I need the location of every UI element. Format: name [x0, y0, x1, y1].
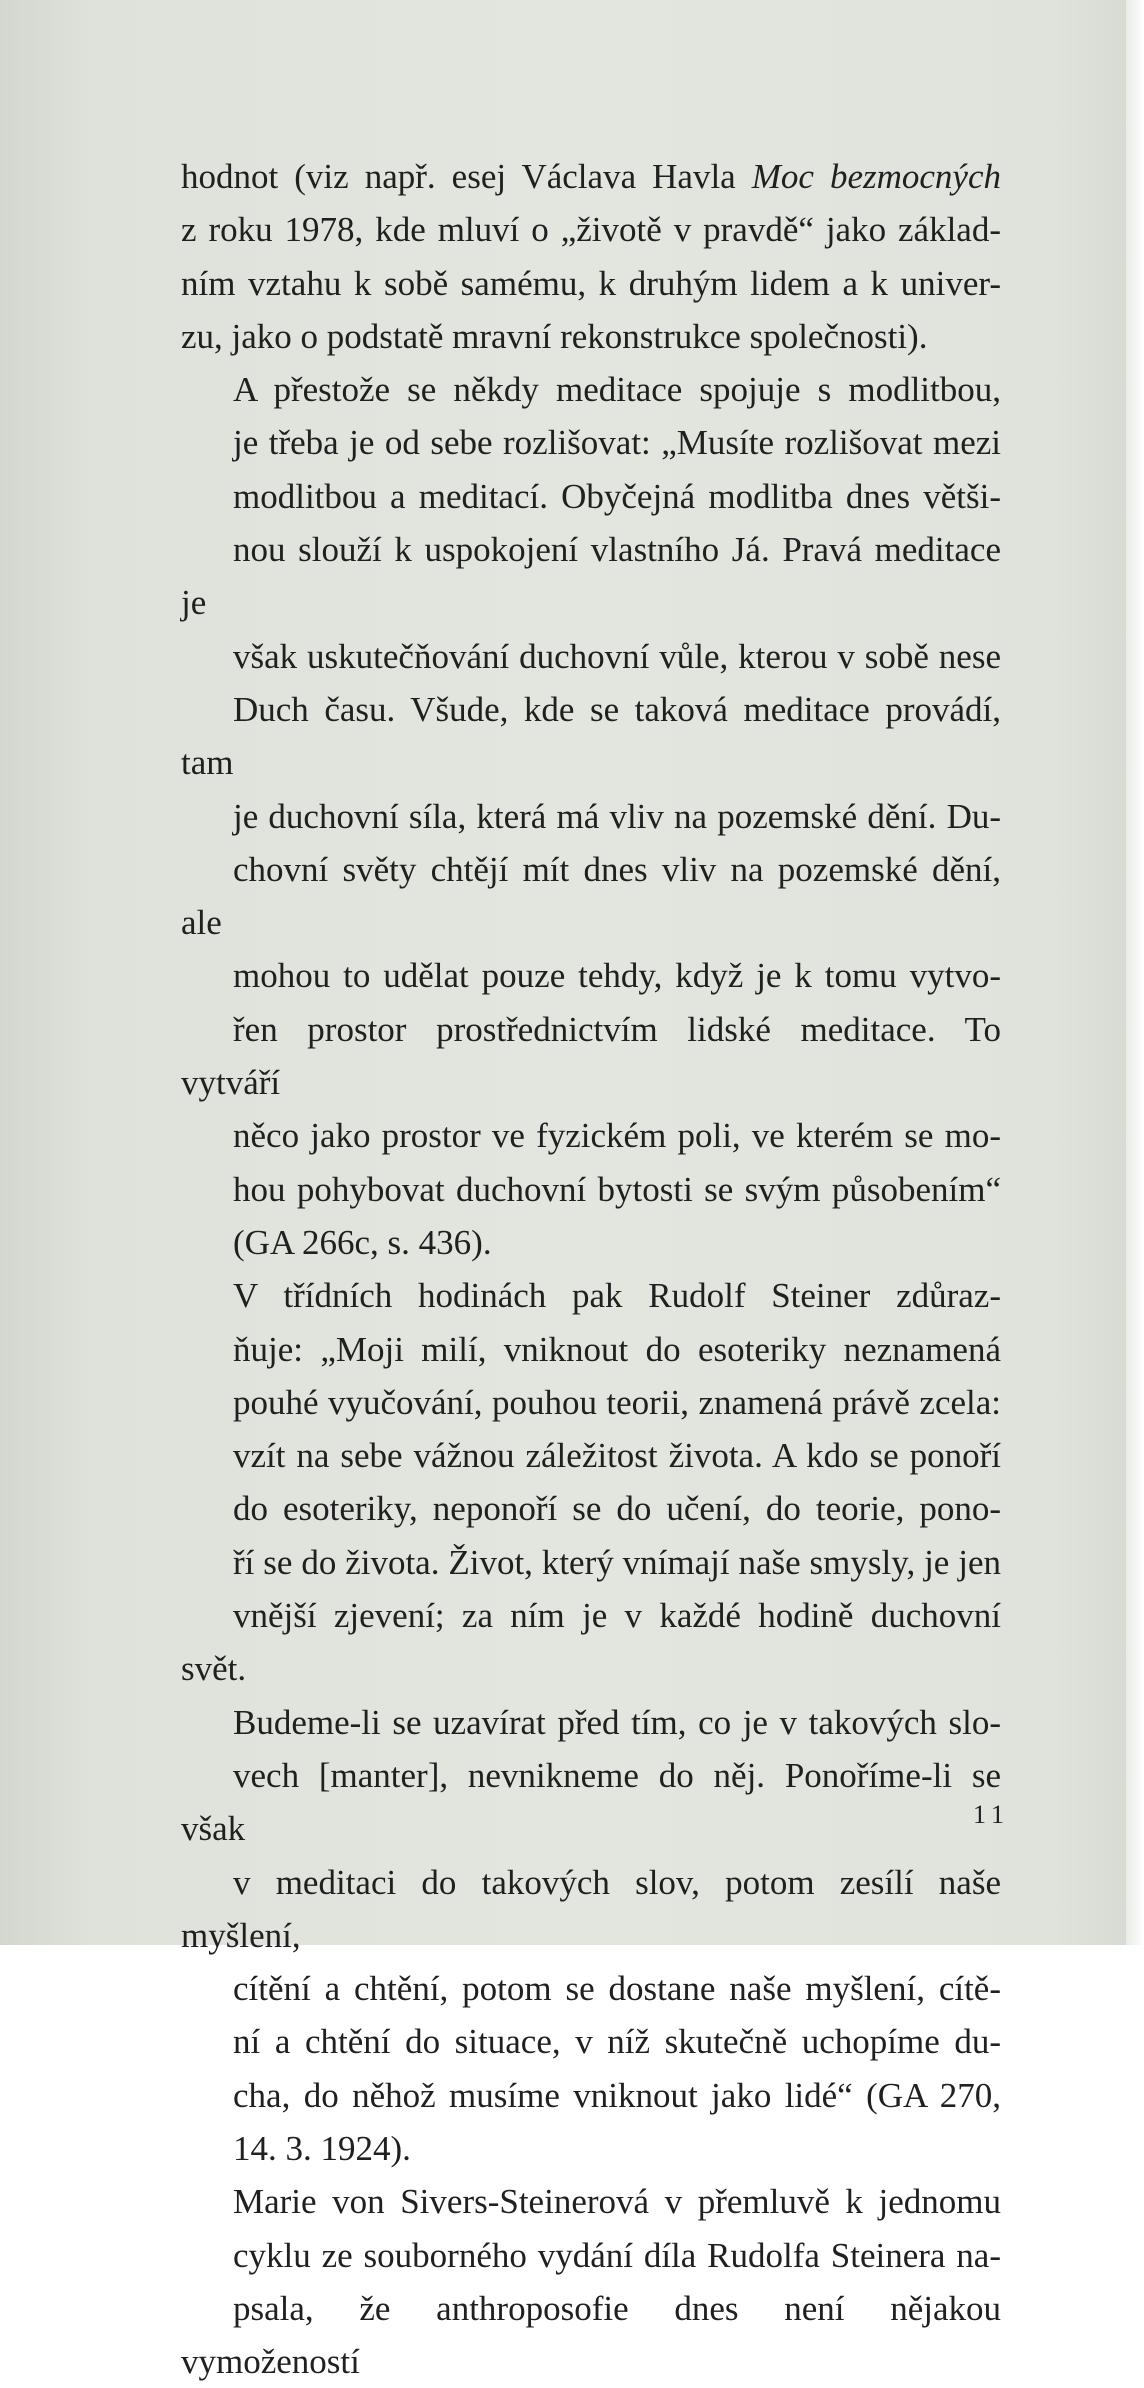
text-line — [181, 203, 1001, 256]
text-run: něco jako prostor ve fyzickém poli, ve kterém se mo- — [233, 1116, 1001, 1156]
page-edge — [1126, 0, 1144, 1945]
text-line — [181, 1429, 1001, 1482]
text-line — [181, 1003, 1001, 1110]
text-line — [181, 257, 1001, 310]
text-run: V třídních hodinách pak Rudolf Steiner zdůraz- — [233, 1276, 1001, 1316]
text-line — [181, 470, 1001, 523]
text-line — [181, 1749, 1001, 1856]
text-run: řen prostor prostřednictvím lidské meditace. To vytváří — [181, 1009, 1001, 1103]
paragraph — [181, 150, 1001, 363]
paragraph — [181, 2175, 1001, 2388]
text-line — [181, 1536, 1001, 1589]
text-line — [181, 1856, 1001, 1963]
text-line — [181, 790, 1001, 843]
text-run: je duchovní síla, která má vliv na pozemské dění. Du- — [233, 796, 1001, 836]
text-line — [181, 1323, 1001, 1376]
text-line — [181, 2122, 1001, 2175]
text-run: z roku 1978, kde mluví o „životě v pravdě“ jako základ- — [181, 210, 1001, 250]
italic-title: Moc bezmocných — [751, 157, 1001, 196]
text-run: Marie von Sivers-Steinerová v přemluvě k jednomu — [233, 2182, 1001, 2222]
text-run: Duch času. Všude, kde se taková meditace provádí, tam — [181, 689, 1001, 783]
text-line — [181, 1163, 1001, 1216]
text-line — [181, 1962, 1001, 2015]
text-line — [181, 1269, 1001, 1322]
text-run: psala, že anthroposofie dnes není nějakou vymožeností — [181, 2288, 1001, 2382]
text-line — [181, 2229, 1001, 2282]
paragraph — [181, 363, 1001, 1269]
text-run: ním vztahu k sobě samému, k druhým lidem a k univer- — [181, 263, 1001, 303]
text-run: však uskutečňování duchovní vůle, kterou v sobě nese — [233, 636, 1001, 676]
text-run: cha, do něhož musíme vniknout jako lidé“ (GA 270, — [233, 2075, 1001, 2115]
text-run: hodnot (viz např. esej Václava Havla — [181, 157, 752, 196]
text-line — [181, 2175, 1001, 2228]
text-run: mohou to udělat pouze tehdy, když je k tomu vytvo- — [233, 956, 1001, 996]
text-line — [181, 2069, 1001, 2122]
text-run: vzít na sebe vážnou záležitost života. A kdo se ponoří — [233, 1436, 1001, 1476]
text-run: (GA 266c, s. 436). — [233, 1222, 492, 1262]
body-text — [181, 150, 1001, 2388]
page-number: 11 — [973, 1800, 1011, 1829]
text-run: Budeme-li se uzavírat před tím, co je v takových slo- — [233, 1702, 1001, 1742]
text-line — [181, 363, 1001, 416]
text-run: cítění a chtění, potom se dostane naše myšlení, cítě- — [233, 1969, 1001, 2009]
text-line — [181, 523, 1001, 630]
text-line — [181, 310, 1001, 363]
text-line — [181, 1589, 1001, 1696]
text-line — [181, 683, 1001, 790]
paragraph — [181, 1269, 1001, 2175]
text-line — [181, 416, 1001, 469]
text-run: zu, jako o podstatě mravní rekonstrukce společnosti). — [181, 316, 928, 356]
text-run: A přestože se někdy meditace spojuje s modlitbou, — [233, 370, 1001, 410]
text-run: ří se do života. Život, který vnímají naše smysly, je jen — [233, 1542, 1001, 1582]
text-run: ní a chtění do situace, v níž skutečně uchopíme du- — [233, 2022, 1001, 2062]
text-line — [181, 1696, 1001, 1749]
text-line — [181, 1109, 1001, 1162]
text-run: do esoteriky, neponoří se do učení, do teorie, pono- — [233, 1489, 1001, 1529]
text-line — [181, 2282, 1001, 2388]
text-line — [181, 1216, 1001, 1269]
text-line — [181, 1482, 1001, 1535]
text-line — [181, 1376, 1001, 1429]
text-run: ňuje: „Moji milí, vniknout do esoteriky neznamená — [233, 1329, 1001, 1369]
text-line — [181, 630, 1001, 683]
text-run: nou slouží k uspokojení vlastního Já. Pravá meditace je — [181, 530, 1001, 623]
text-line — [181, 843, 1001, 950]
text-run: je třeba je od sebe rozlišovat: „Musíte rozlišovat mezi — [233, 423, 1001, 463]
text-run: vnější zjevení; za ním je v každé hodině duchovní svět. — [181, 1596, 1001, 1689]
text-run: modlitbou a meditací. Obyčejná modlitba dnes větši- — [233, 476, 1001, 516]
text-run: pouhé vyučování, pouhou teorii, znamená právě zcela: — [233, 1382, 1001, 1422]
text-run: v meditaci do takových slov, potom zesílí naše myšlení, — [181, 1862, 1001, 1955]
text-line — [181, 2015, 1001, 2068]
text-run: chovní světy chtějí mít dnes vliv na pozemské dění, ale — [181, 849, 1001, 943]
text-run: cyklu ze souborného vydání díla Rudolfa Steinera na- — [233, 2235, 1001, 2275]
text-line — [181, 949, 1001, 1002]
text-line — [181, 150, 1001, 203]
text-run: hou pohybovat duchovní bytosti se svým působením“ — [233, 1169, 1001, 1209]
text-run: 14. 3. 1924). — [233, 2128, 411, 2168]
text-run: vech [manter], nevnikneme do něj. Ponoříme-li se však — [181, 1755, 1001, 1849]
